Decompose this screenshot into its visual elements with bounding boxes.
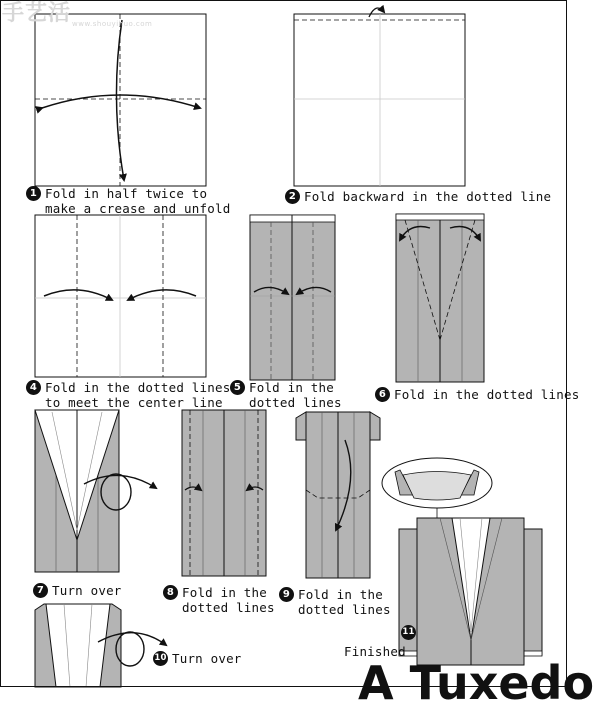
step-11-number: 11	[401, 625, 416, 640]
step-4-label	[26, 380, 230, 410]
step-10-label	[153, 651, 242, 666]
step-9-label	[279, 587, 391, 617]
step-7-text-line-1: Turn over	[52, 583, 122, 598]
step-2-diagram	[294, 8, 465, 186]
step-8-text-line-1: Fold in the	[182, 585, 267, 600]
step-1-number: 1	[26, 186, 41, 201]
step-6-label	[375, 387, 579, 402]
watermark-url: www.shouyihuo.com	[72, 20, 153, 28]
step-8-diagram	[182, 410, 266, 576]
step-7-label	[33, 583, 122, 598]
step-5-text-line-1: Fold in the	[249, 380, 334, 395]
collar-detail-bubble	[382, 458, 492, 518]
step-10-number: 10	[153, 651, 168, 666]
step-7-diagram	[35, 410, 156, 572]
step-10-diagram	[35, 604, 166, 687]
step-4-text-line-1: Fold in the dotted lines	[45, 380, 231, 395]
step-10-text-line-1: Turn over	[172, 651, 242, 666]
step-6-diagram	[396, 214, 484, 382]
step-11-text: Finished	[344, 644, 406, 659]
watermark	[2, 1, 153, 28]
step-8-text-line-2: dotted lines	[182, 600, 275, 615]
step-7-number: 7	[33, 583, 48, 598]
step-9-text-line-2: dotted lines	[298, 602, 391, 617]
step-9-number: 9	[279, 587, 294, 602]
step-2-label	[285, 189, 551, 204]
step-2-text-line-1: Fold backward in the dotted line	[304, 189, 552, 204]
step-5-number: 5	[230, 380, 245, 395]
step-1-label	[26, 186, 230, 216]
page-title: A Tuxedo	[358, 656, 594, 710]
step-8-number: 8	[163, 585, 178, 600]
step-1-text-line-2: make a crease and unfold	[45, 201, 231, 216]
step-9-diagram	[296, 412, 380, 578]
step-5-diagram	[250, 215, 335, 380]
step-5-text-line-2: dotted lines	[249, 395, 342, 410]
watermark-main: 手艺活	[2, 1, 72, 26]
step-4-number: 4	[26, 380, 41, 395]
step-9-text-line-1: Fold in the	[298, 587, 383, 602]
step-8-label	[163, 585, 275, 615]
step-11-finished-tuxedo	[399, 518, 542, 665]
step-1-text-line-1: Fold in half twice to	[45, 186, 208, 201]
step-5-label	[230, 380, 342, 410]
step-4-diagram	[35, 215, 206, 377]
step-2-number: 2	[285, 189, 300, 204]
step-1-diagram	[35, 14, 206, 186]
step-6-text-line-1: Fold in the dotted lines	[394, 387, 580, 402]
step-11-label	[376, 625, 416, 640]
step-6-number: 6	[375, 387, 390, 402]
step-4-text-line-2: to meet the center line	[45, 395, 223, 410]
